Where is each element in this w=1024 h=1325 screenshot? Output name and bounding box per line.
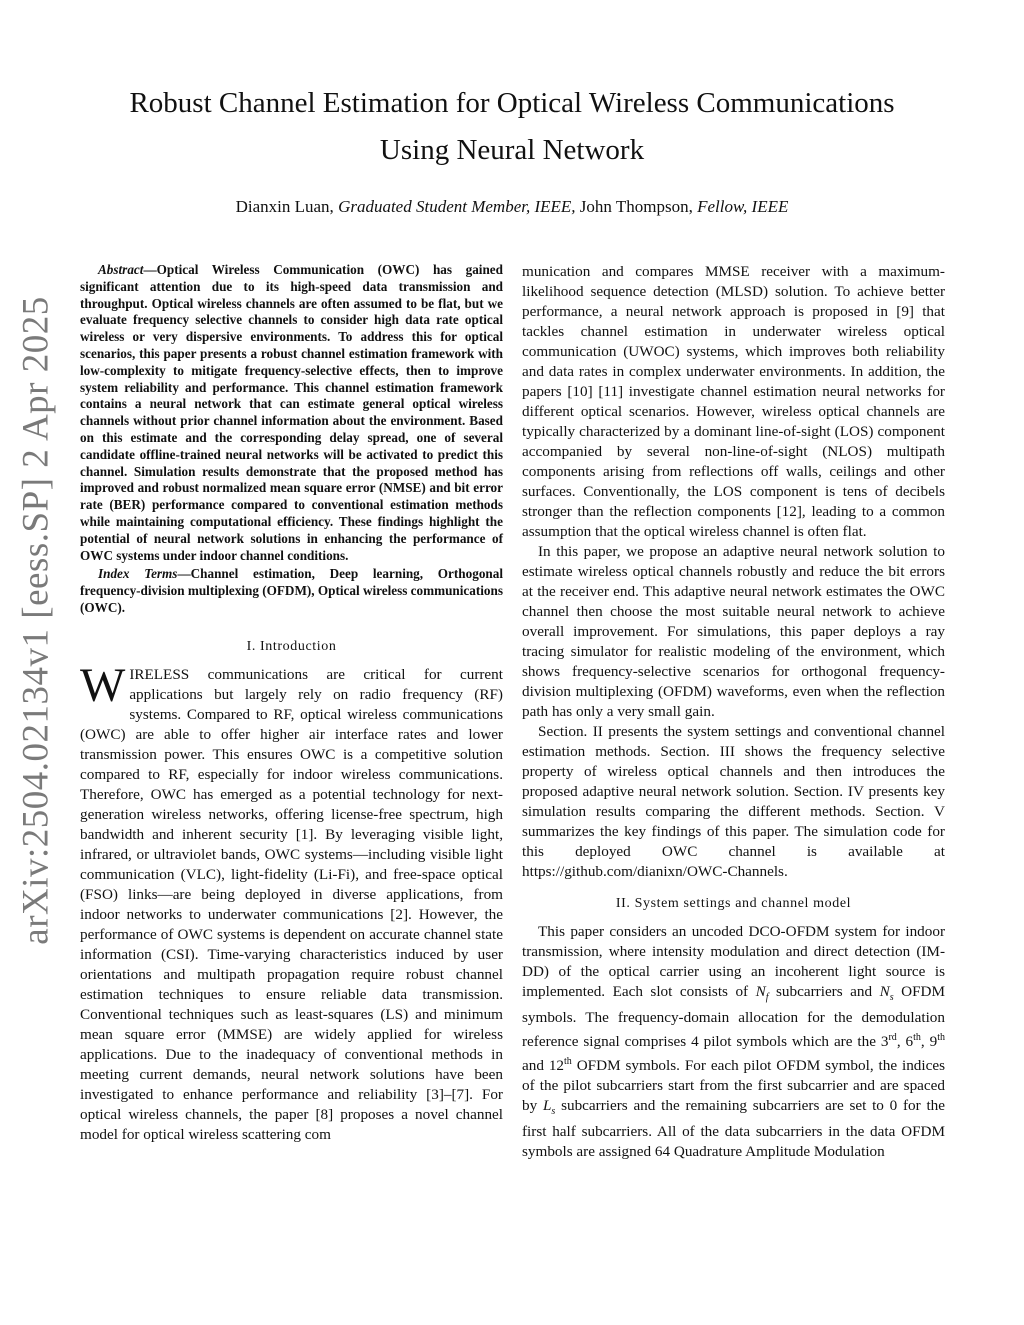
arxiv-id: arXiv:2504.02134v1 [eess.SP] 2 Apr 2025 (15, 295, 57, 945)
intro-paragraph-3: Section. II presents the system settings and conventional channel estimation methods. Section. III shows the frequency selective property of wireless optical channels and then introduces the proposed adaptive neural network solution. Section. IV presents key simulation results comparing the different methods. Section. V summarizes the key findings of this paper. The simulation code for this deployed OWC channel is available at https://github.com/dianixn/OWC-Channels. (522, 723, 945, 880)
index-terms (80, 566, 503, 616)
author-1-affiliation: Graduated Student Member, IEEE, (338, 197, 576, 216)
arxiv-watermark (5, 295, 67, 945)
author-1: Dianxin Luan, (235, 197, 339, 216)
intro-paragraph-1 (80, 658, 503, 1145)
ordinal-suffix: th (937, 1032, 945, 1044)
title-line-2: Using Neural Network (379, 134, 645, 166)
intro-paragraph-1-continued: munication and compares MMSE receiver with a maximum-likelihood sequence detection (MLSD) solution. To achieve better performance, a neural network approach is proposed in [9] that tackles channel estimation in underwater wireless optical communication (UWOC) systems, which improves both reliability and data rates in complex underwater environments. In addition, the papers [10] [11] investigate channel estimation neural networks for different optical scenarios. However, wireless optical channels are typically characterized by a dominant line-of-sight (LOS) component accompanied by several non-line-of-sight (NLOS) multipath components arising from reflections off walls, ceilings and other surfaces. Conventionally, the LOS component is tens of decibels stronger than the reflection components [12], leading to a common assumption that the optical wireless channel is often flat. (522, 263, 945, 540)
ordinal-suffix: th (564, 1056, 572, 1068)
title-line-1: Robust Channel Estimation for Optical Wireless Communications (129, 87, 895, 119)
math-n-s: $N_s$ (879, 983, 894, 1004)
text-run: subcarriers and the remaining subcarriers are set to 0 for the first half subcarriers. All of the data subcarriers in the data OFDM symbols are assigned 64 Quadrature Amplitude Modulation (522, 1097, 946, 1161)
left-column (80, 262, 503, 1145)
ordinal-suffix: rd (888, 1032, 897, 1044)
author-2-affiliation: Fellow, IEEE (697, 197, 789, 216)
intro-paragraph-2: In this paper, we propose an adaptive neural network solution to estimate wireless optical channels robustly and reduce the bit errors at the receiver end. This adaptive neural network estimates the OWC channel then choose the most suitable neural network to achieve overall improvement. For simulations, this paper deploys a ray tracing simulator for realistic modeling of the environment, which shows frequency-selective scenarios for orthogonal frequency-division multiplexing (OFDM) waveforms, even when the reflection path has only a very small gain. (522, 543, 945, 720)
paper-title (80, 80, 944, 174)
intro-paragraph-1-text: IRELESS communications are critical for current applications but largely rely on radio frequency (RF) systems. Compared to RF, optical wireless communications (OWC) are able to offer higher air interface rates and lower transmission power. This ensures OWC is a competitive solution compared to RF, especially for indoor wireless communications. Therefore, OWC has emerged as a potential technology for next-generation wireless networks, offering license-free spectrum, high bandwidth and inherent security [1]. By leveraging visible light, infrared, or ultraviolet bands, OWC systems—including visible light communication (VLC), light-fidelity (Li-Fi), and free-space optical (FSO) links—are being deployed in diverse applications, from indoor networks to underwater communications [2]. However, the performance of OWC systems is dependent on accurate channel state information (CSI). Time-varying characteristics induced by user orientations and multipath propagation require robust channel estimation techniques to ensure reliable data transmission. Conventional techniques such as least-squares (LS) and minimum mean square error (MMSE) are widely applied for wireless applications. Due to the inadequacy of conventional methods in meeting current demands, neural network solutions have been investigated to enhance performance and reliability [3]–[7]. For optical wireless channels, the paper [8] proposes a novel channel model for optical wireless scattering com (80, 665, 503, 1143)
text-run: OFDM symbols. The frequency-domain allocation for the demodulation reference signal comprises 4 pilot symbols which are the 3 (522, 983, 945, 1051)
ordinal-suffix: th (913, 1032, 921, 1044)
index-terms-lead: Index Terms (98, 566, 178, 582)
section-1-heading: I. Introduction (246, 638, 337, 654)
text-run: OFDM symbols. For each pilot OFDM symbol, the indices of the pilot subcarriers start from the first subcarrier and are spaced by (522, 1057, 946, 1115)
text-run: , 9 (920, 1033, 938, 1051)
right-column (522, 262, 945, 1162)
text-run: and 12 (522, 1057, 565, 1075)
section-2-paragraph-1 (522, 922, 945, 1162)
math-l-s: $L_s$ (542, 1097, 556, 1118)
drop-cap: W (80, 658, 126, 712)
author-line (80, 194, 944, 220)
text-run: subcarriers and (768, 983, 880, 1000)
text-run: , 6 (896, 1033, 914, 1051)
index-terms-text: —Channel estimation, Deep learning, Orthogonal frequency-division multiplexing (OFDM), Optical wireless communications (OWC). (80, 566, 504, 615)
math-n-f: $N_f$ (755, 983, 769, 1004)
abstract-lead: Abstract (98, 262, 144, 277)
abstract (80, 262, 503, 564)
section-2-heading: II. System settings and channel model (615, 896, 852, 911)
author-2: John Thompson, (575, 197, 698, 216)
text-run: This paper considers an uncoded DCO-OFDM system for indoor transmission, where intensity modulation and direct detection (IM-DD) of the optical carrier using an incoherent light source is implemented. Each slot consists of (522, 923, 945, 1000)
abstract-text: —Optical Wireless Communication (OWC) has gained significant attention due to its high-speed data transmission and throughput. Optical wireless channels are often assumed to be flat, but we evaluate frequency selective channels to consider high data rate optical wireless or very dispersive environments. To address this for optical scenarios, this paper presents a robust channel estimation framework with low-complexity to mitigate frequency-selective effects, then to improve system reliability and performance. This channel estimation framework contains a neural network that can estimate general optical wireless channels without prior channel information about the environment. Based on this estimate and the corresponding delay spread, one of several candidate offline-trained neural networks will be activated to predict this channel. Simulation results demonstrate that the proposed method has improved and robust normalized mean square error (NMSE) and bit error rate (BER) performance compared to conventional estimation methods while maintaining computational efficiency. These findings highlight the potential of neural network solutions in enhancing the performance of OWC systems under indoor channel conditions. (80, 262, 503, 563)
